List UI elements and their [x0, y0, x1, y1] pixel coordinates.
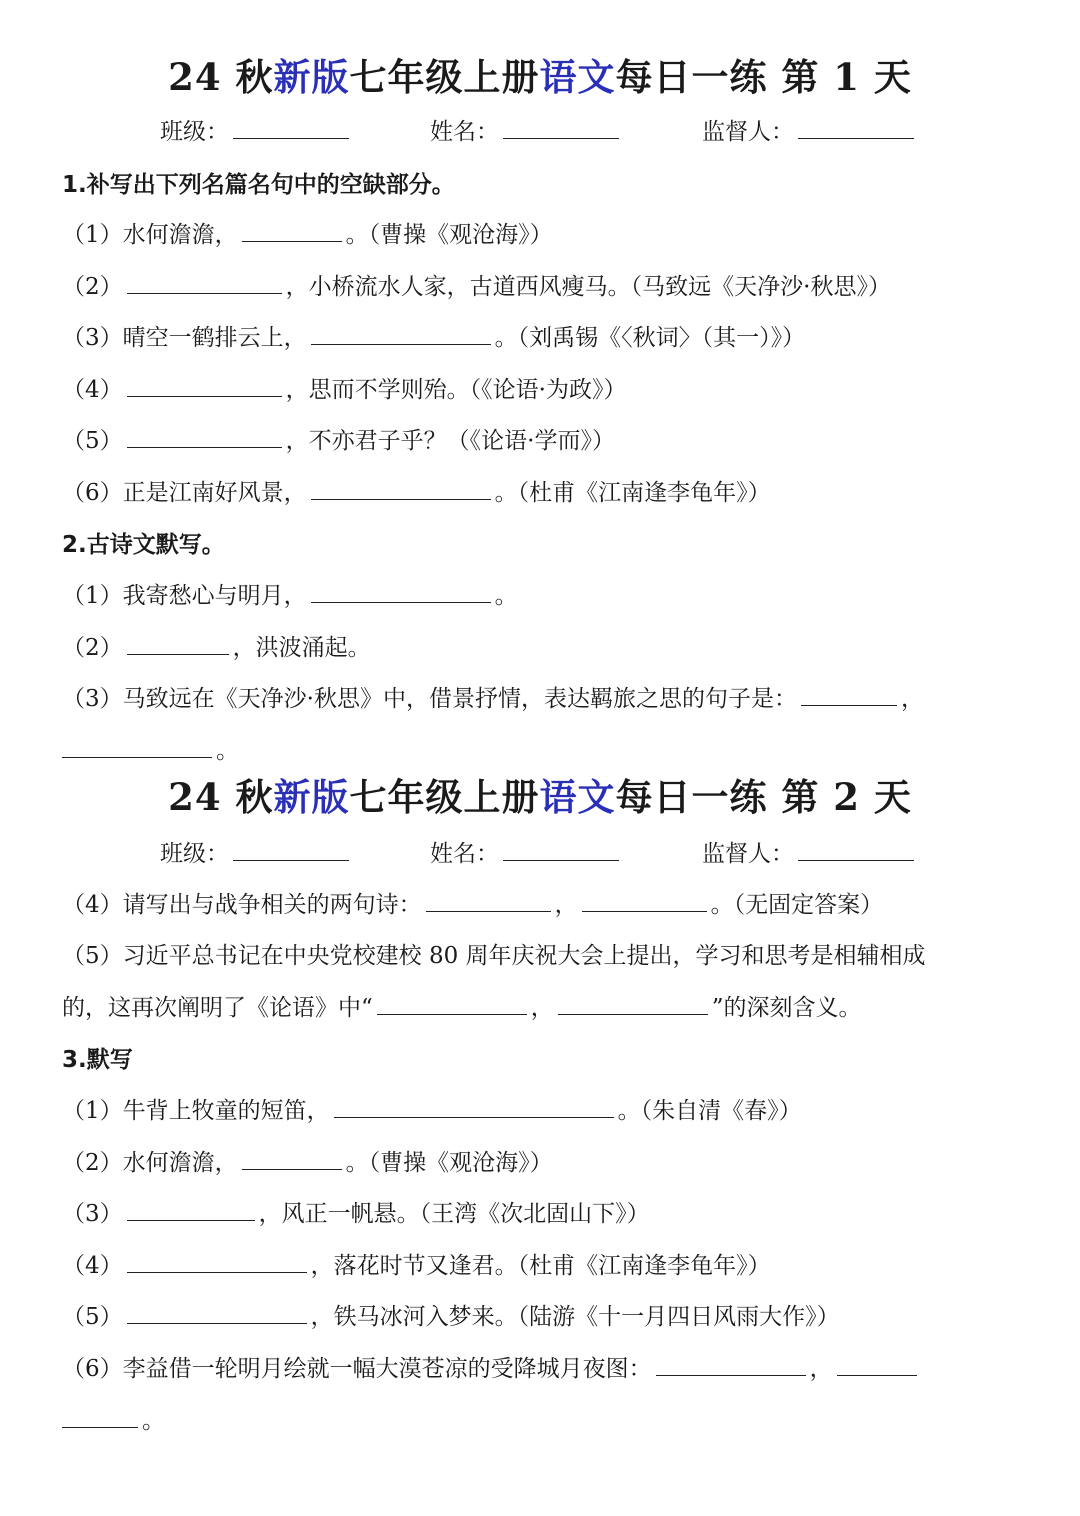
- supervisor-field[interactable]: 监督人：: [702, 114, 914, 149]
- question-1-2: （2） ，小桥流水人家，古道西风瘦马。（马致远《天净沙·秋思》）: [62, 270, 1024, 304]
- question-3-6: （6）李益借一轮明月绘就一幅大漠苍凉的受降城月夜图： ，: [62, 1352, 1024, 1386]
- section-heading-2: 2.古诗文默写。: [62, 532, 225, 558]
- answer-blank[interactable]: [837, 1353, 917, 1376]
- supervisor-field[interactable]: 监督人：: [702, 836, 914, 871]
- question-3-5: （5） ，铁马冰河入梦来。（陆游《十一月四日风雨大作》）: [62, 1300, 1024, 1334]
- answer-blank[interactable]: [127, 374, 282, 397]
- answer-blank[interactable]: [242, 219, 342, 242]
- answer-blank[interactable]: [242, 1147, 342, 1170]
- answer-blank[interactable]: [377, 992, 527, 1015]
- question-1-4: （4） ，思而不学则殆。（《论语·为政》）: [62, 373, 1024, 407]
- answer-blank[interactable]: [801, 683, 897, 706]
- section-heading-3: 3.默写: [62, 1047, 133, 1073]
- answer-blank[interactable]: [62, 1405, 138, 1428]
- answer-blank[interactable]: [127, 1301, 307, 1324]
- question-1-1: （1）水何澹澹， 。（曹操《观沧海》）: [62, 218, 1024, 252]
- answer-blank[interactable]: [127, 425, 282, 448]
- answer-blank[interactable]: [311, 580, 491, 603]
- student-info-day1: [0, 114, 1080, 148]
- answer-blank[interactable]: [558, 992, 708, 1015]
- answer-blank[interactable]: [127, 1198, 255, 1221]
- question-3-1: （1）牛背上牧童的短笛， 。（朱自清《春》）: [62, 1094, 1024, 1128]
- question-2-3: （3）马致远在《天净沙·秋思》中，借景抒情，表达羁旅之思的句子是： ，: [62, 682, 1024, 716]
- question-2-1: （1）我寄愁心与明月， 。: [62, 579, 1024, 613]
- section-heading-1: 1.补写出下列名篇名句中的空缺部分。: [62, 172, 455, 198]
- question-1-5: （5） ，不亦君子乎？（《论语·学而》）: [62, 424, 1024, 458]
- answer-blank[interactable]: [334, 1095, 614, 1118]
- class-field[interactable]: 班级：: [160, 114, 349, 149]
- answer-blank[interactable]: [127, 632, 229, 655]
- question-2-4: （4）请写出与战争相关的两句诗： ， 。（无固定答案）: [62, 888, 1024, 922]
- question-3-4: （4） ，落花时节又逢君。（杜甫《江南逢李龟年》）: [62, 1249, 1024, 1283]
- answer-blank[interactable]: [62, 735, 212, 758]
- answer-blank[interactable]: [127, 1250, 307, 1273]
- question-1-3: （3）晴空一鹤排云上， 。（刘禹锡《〈秋词〉（其一）》）: [62, 321, 1024, 355]
- answer-blank[interactable]: [656, 1353, 806, 1376]
- answer-blank[interactable]: [311, 322, 491, 345]
- question-3-6-cont: 。: [62, 1404, 1024, 1438]
- class-field[interactable]: 班级：: [160, 836, 349, 871]
- student-info-day2: [0, 836, 1080, 870]
- name-field[interactable]: 姓名：: [430, 114, 619, 149]
- question-2-2: （2） ，洪波涌起。: [62, 631, 1024, 665]
- question-2-5-cont: 的，这再次阐明了《论语》中“ ， ”的深刻含义。: [62, 991, 1024, 1025]
- question-1-6: （6）正是江南好风景， 。（杜甫《江南逢李龟年》）: [62, 476, 1024, 510]
- answer-blank[interactable]: [311, 477, 491, 500]
- question-3-2: （2）水何澹澹， 。（曹操《观沧海》）: [62, 1146, 1024, 1180]
- answer-blank[interactable]: [426, 889, 551, 912]
- question-2-5: （5）习近平总书记在中央党校建校 80 周年庆祝大会上提出，学习和思考是相辅相成: [62, 943, 926, 969]
- question-2-3-cont: 。: [62, 734, 1024, 768]
- answer-blank[interactable]: [582, 889, 707, 912]
- page-title-day1: 24 秋新版七年级上册语文每日一练 第 1 天: [168, 55, 912, 99]
- name-field[interactable]: 姓名：: [430, 836, 619, 871]
- answer-blank[interactable]: [127, 271, 282, 294]
- page-title-day2: 24 秋新版七年级上册语文每日一练 第 2 天: [168, 775, 912, 819]
- question-3-3: （3） ，风正一帆悬。（王湾《次北固山下》）: [62, 1197, 1024, 1231]
